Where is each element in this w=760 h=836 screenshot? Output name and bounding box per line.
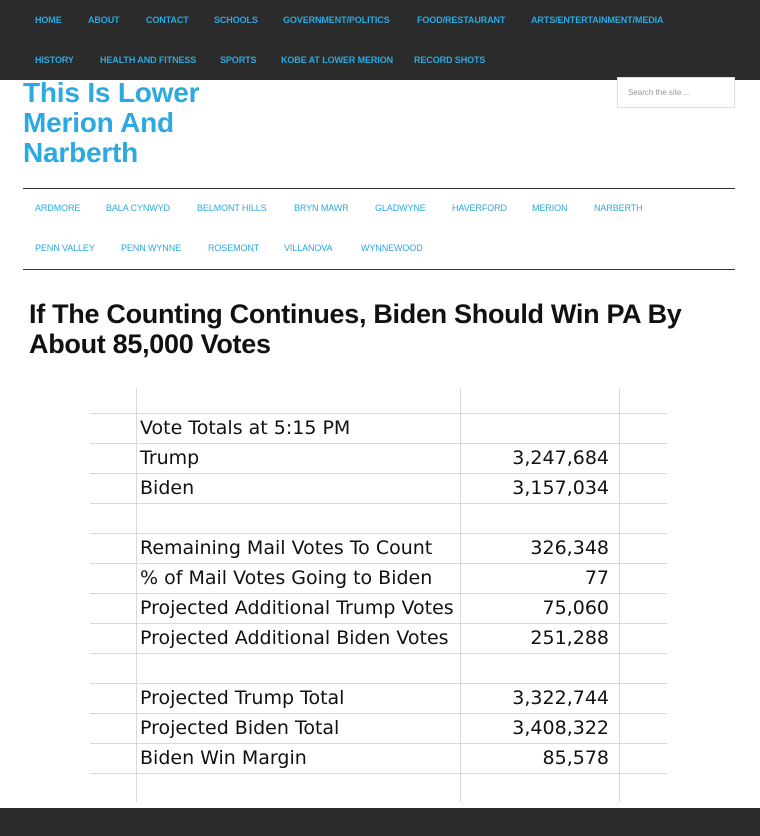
table-gridline [90, 773, 667, 774]
row-label: Projected Trump Total [140, 687, 345, 709]
row-value: 75,060 [542, 597, 609, 619]
row-label: Biden [140, 477, 195, 499]
row-value: 3,408,322 [512, 717, 609, 739]
nav-schools[interactable]: SCHOOLS [214, 15, 258, 25]
nav-gladwyne[interactable]: GLADWYNE [375, 203, 426, 213]
row-label: Projected Biden Total [140, 717, 340, 739]
nav-food[interactable]: FOOD/RESTAURANT [417, 15, 506, 25]
row-label: Trump [140, 447, 200, 469]
nav-government[interactable]: GOVERNMENT/POLITICS [283, 15, 390, 25]
table-gridline [136, 388, 137, 802]
vote-totals-table [90, 388, 667, 802]
search-input[interactable] [617, 77, 735, 108]
nav-bryn-mawr[interactable]: BRYN MAWR [294, 203, 349, 213]
nav-history[interactable]: HISTORY [35, 55, 74, 65]
row-label: Remaining Mail Votes To Count [140, 537, 433, 559]
row-label: Vote Totals at 5:15 PM [140, 417, 351, 439]
nav-bala-cynwyd[interactable]: BALA CYNWYD [106, 203, 170, 213]
nav-belmont-hills[interactable]: BELMONT HILLS [197, 203, 267, 213]
top-nav [0, 0, 760, 80]
nav-wynnewood[interactable]: WYNNEWOOD [361, 243, 423, 253]
nav-record-shots[interactable]: RECORD SHOTS [414, 55, 486, 65]
nav-about[interactable]: ABOUT [88, 15, 120, 25]
row-value: 251,288 [530, 627, 609, 649]
divider-top [23, 188, 735, 189]
nav-health[interactable]: HEALTH AND FITNESS [100, 55, 197, 65]
table-gridline [619, 388, 620, 802]
row-value: 3,322,744 [512, 687, 609, 709]
site-title[interactable]: This Is Lower Merion And Narberth [23, 77, 200, 168]
nav-penn-wynne[interactable]: PENN WYNNE [121, 243, 182, 253]
row-value: 3,157,034 [512, 477, 609, 499]
nav-haverford[interactable]: HAVERFORD [452, 203, 507, 213]
nav-contact[interactable]: CONTACT [146, 15, 189, 25]
table-gridline [90, 653, 667, 654]
table-gridline [460, 388, 461, 802]
nav-kobe[interactable]: KOBE AT LOWER MERION [281, 55, 393, 65]
table-gridline [90, 503, 667, 504]
row-label: % of Mail Votes Going to Biden [140, 567, 433, 589]
row-value: 85,578 [542, 747, 609, 769]
divider-bottom [23, 269, 735, 270]
nav-villanova[interactable]: VILLANOVA [284, 243, 333, 253]
nav-ardmore[interactable]: ARDMORE [35, 203, 81, 213]
nav-arts[interactable]: ARTS/ENTERTAINMENT/MEDIA [531, 15, 664, 25]
nav-sports[interactable]: SPORTS [220, 55, 257, 65]
nav-rosemont[interactable]: ROSEMONT [208, 243, 260, 253]
row-value: 77 [584, 567, 609, 589]
footer-bar [0, 808, 760, 836]
row-label: Projected Additional Trump Votes [140, 597, 454, 619]
article-title: If The Counting Continues, Biden Should Win PA By About 85,000 Votes [29, 299, 682, 359]
row-label: Biden Win Margin [140, 747, 307, 769]
nav-merion[interactable]: MERION [532, 203, 568, 213]
row-label: Projected Additional Biden Votes [140, 627, 449, 649]
row-value: 326,348 [530, 537, 609, 559]
row-value: 3,247,684 [512, 447, 609, 469]
nav-penn-valley[interactable]: PENN VALLEY [35, 243, 95, 253]
nav-narberth[interactable]: NARBERTH [594, 203, 643, 213]
nav-home[interactable]: HOME [35, 15, 62, 25]
